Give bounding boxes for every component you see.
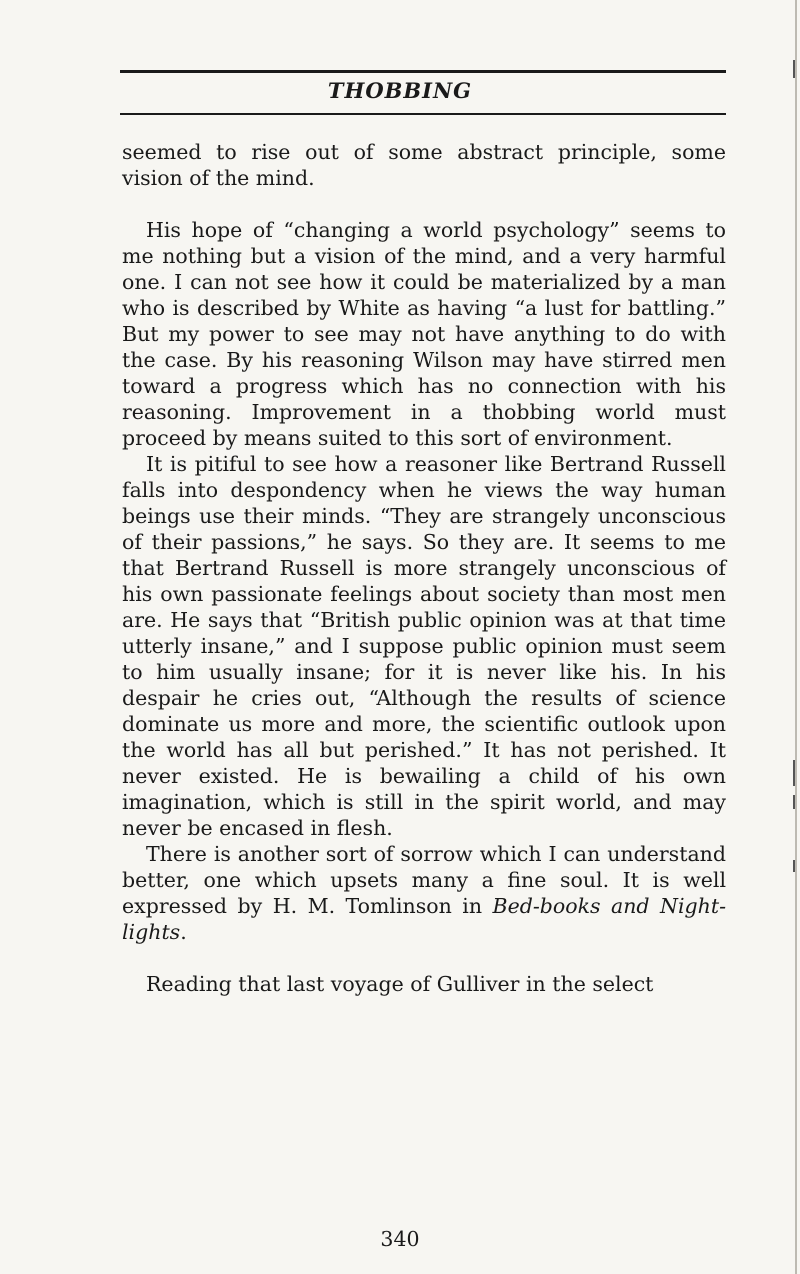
paragraph-tomlinson-lead: There is another sort of sorrow which I can understand better, one which upsets many a fine soul. It is well expressed by H. M. Tomlinson in bbox=[122, 842, 726, 918]
paragraph-wilson: His hope of “changing a world psychology” seems to me nothing but a vision of the mind, and a very harmful one. I can not see how it could be materialized by a man who is described by White as having “a lust for battling.” But my power to see may not have anything to do with the case. By his reasoning Wilson may have stirred men toward a progress which has no connection with his reasoning. Improvement in a thobbing world must proceed by means suited to this sort of environment. bbox=[122, 218, 726, 450]
book-title: Bed-books and Night-lights bbox=[122, 894, 726, 944]
running-head: THOBBING bbox=[327, 78, 473, 103]
paragraph-russell: It is pitiful to see how a reasoner like Bertrand Russell falls into despondency when he views the way human beings use their minds. “They are strangely unconscious of their passions,” he says. So they are. It seems to me that Bertrand Russell is more strangely unconscious of his own passionate feelings about society than most men are. He says that “British public opinion was at that time utterly insane,” and I suppose public opinion must seem to him usually insane; for it is never like his. In his despair he cries out, “Although the results of science dominate us more and more, the scientific outlook upon the world has all but perished.” It has not perished. It never existed. He is bewailing a child of his own imagination, which is still in the spirit world, and may never be encased in flesh. bbox=[122, 452, 726, 840]
edge-mark bbox=[793, 760, 795, 786]
header-rule-top bbox=[120, 70, 726, 73]
edge-mark bbox=[793, 860, 795, 872]
header-rule-bottom bbox=[120, 113, 726, 115]
paragraph-tomlinson bbox=[122, 841, 726, 945]
edge-mark bbox=[793, 795, 795, 809]
page-edge bbox=[795, 0, 797, 1274]
paragraph-gulliver: Reading that last voyage of Gulliver in the select bbox=[146, 972, 654, 996]
edge-mark bbox=[793, 60, 795, 78]
body-text bbox=[122, 139, 726, 997]
paragraph-tomlinson-tail: . bbox=[180, 920, 187, 944]
page-number: 340 bbox=[380, 1227, 420, 1251]
paragraph-continued: seemed to rise out of some abstract principle, some vision of the mind. bbox=[122, 140, 726, 190]
